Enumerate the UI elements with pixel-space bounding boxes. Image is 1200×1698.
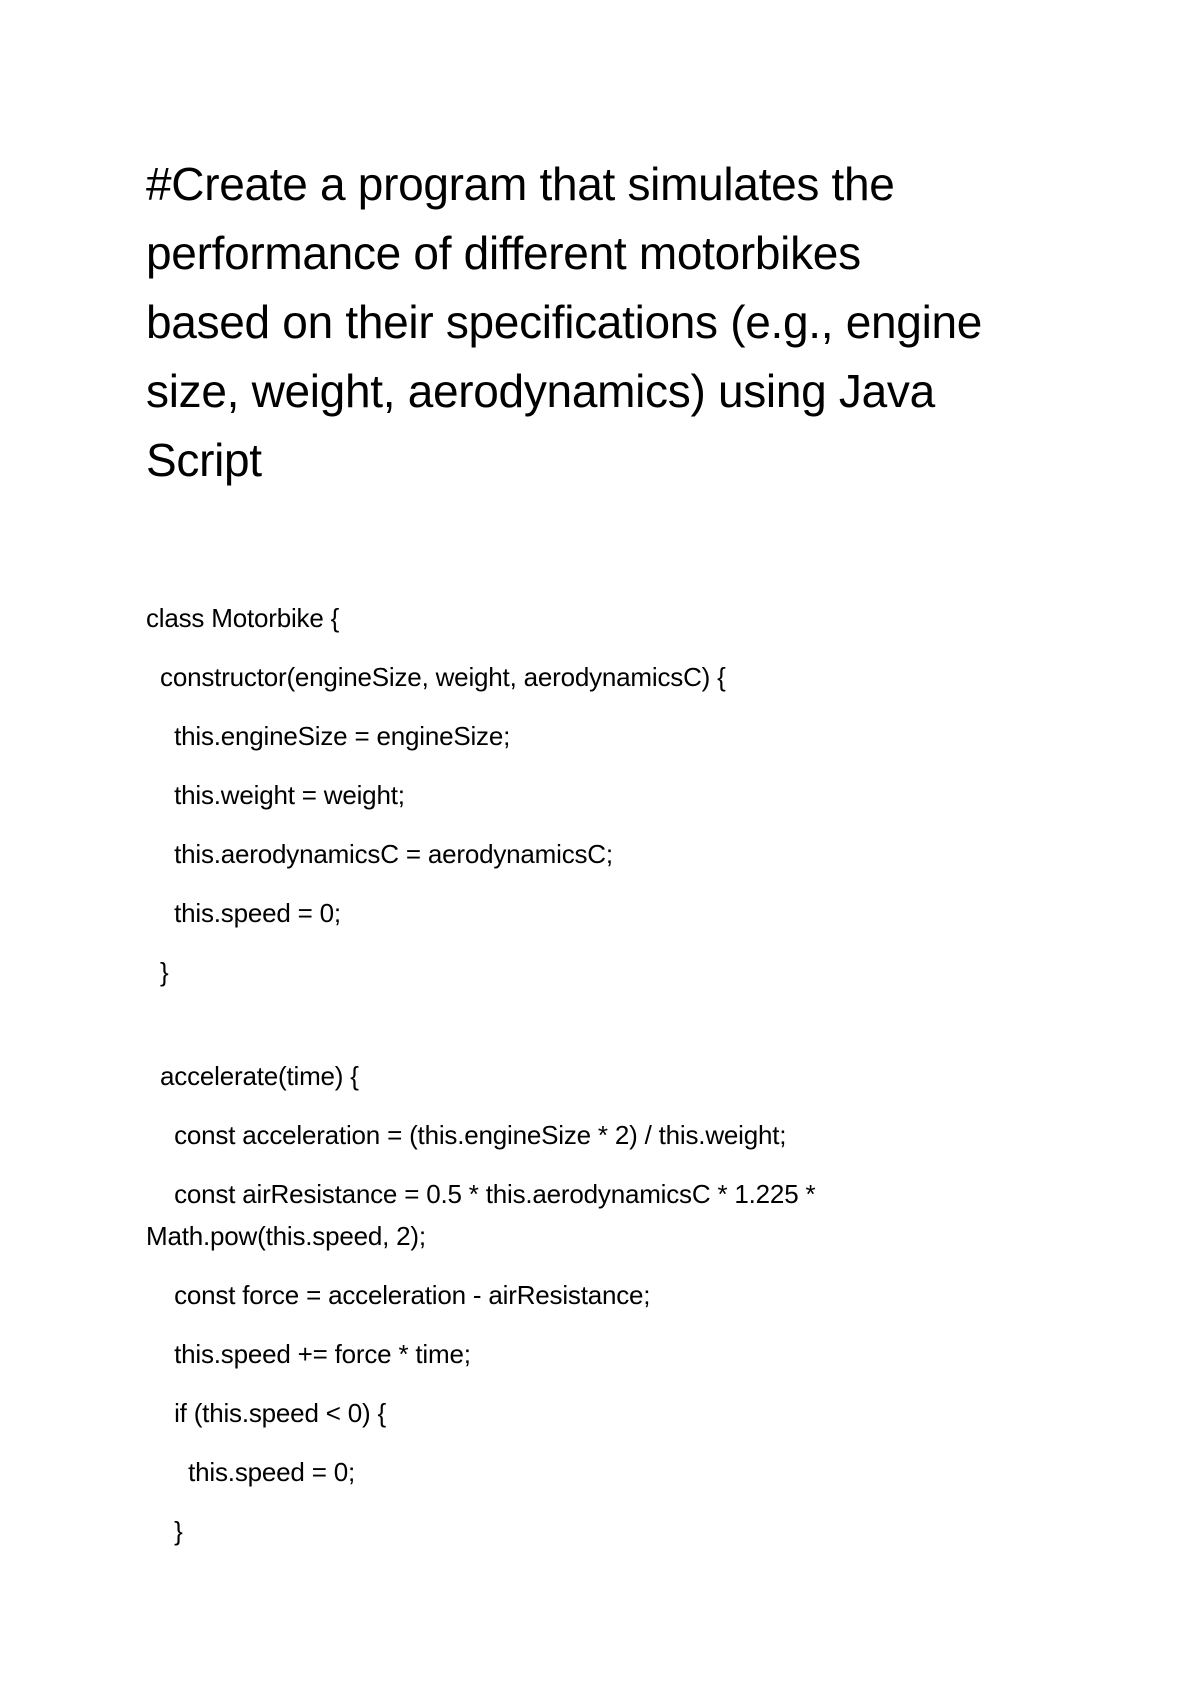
heading-line: #Create a program that simulates the [146,158,895,210]
code-line: this.aerodynamicsC = aerodynamicsC; [146,839,613,869]
code-line: class Motorbike { [146,603,340,633]
code-line: } [146,957,169,987]
code-line: const airResistance = 0.5 * this.aerodynamicsC * 1.225 * [146,1179,816,1209]
code-line: this.speed += force * time; [146,1339,471,1369]
code-line: constructor(engineSize, weight, aerodynamicsC) { [146,662,726,692]
code-line: const force = acceleration - airResistance; [146,1280,651,1310]
code-line: this.speed = 0; [146,1457,355,1487]
heading-line: size, weight, aerodynamics) using Java [146,365,935,417]
heading-line: Script [146,434,262,486]
code-line: this.speed = 0; [146,898,341,928]
heading-line: based on their specifications (e.g., engine [146,296,983,348]
code-line: this.engineSize = engineSize; [146,721,511,751]
code-line: const acceleration = (this.engineSize * 2) / this.weight; [146,1120,787,1150]
code-line: Math.pow(this.speed, 2); [146,1221,426,1251]
document-heading [146,150,1066,495]
code-line: this.weight = weight; [146,780,405,810]
code-line: accelerate(time) { [146,1061,359,1091]
heading-line: performance of different motorbikes [146,227,861,279]
code-line: } [146,1516,183,1546]
code-line: if (this.speed < 0) { [146,1398,386,1428]
